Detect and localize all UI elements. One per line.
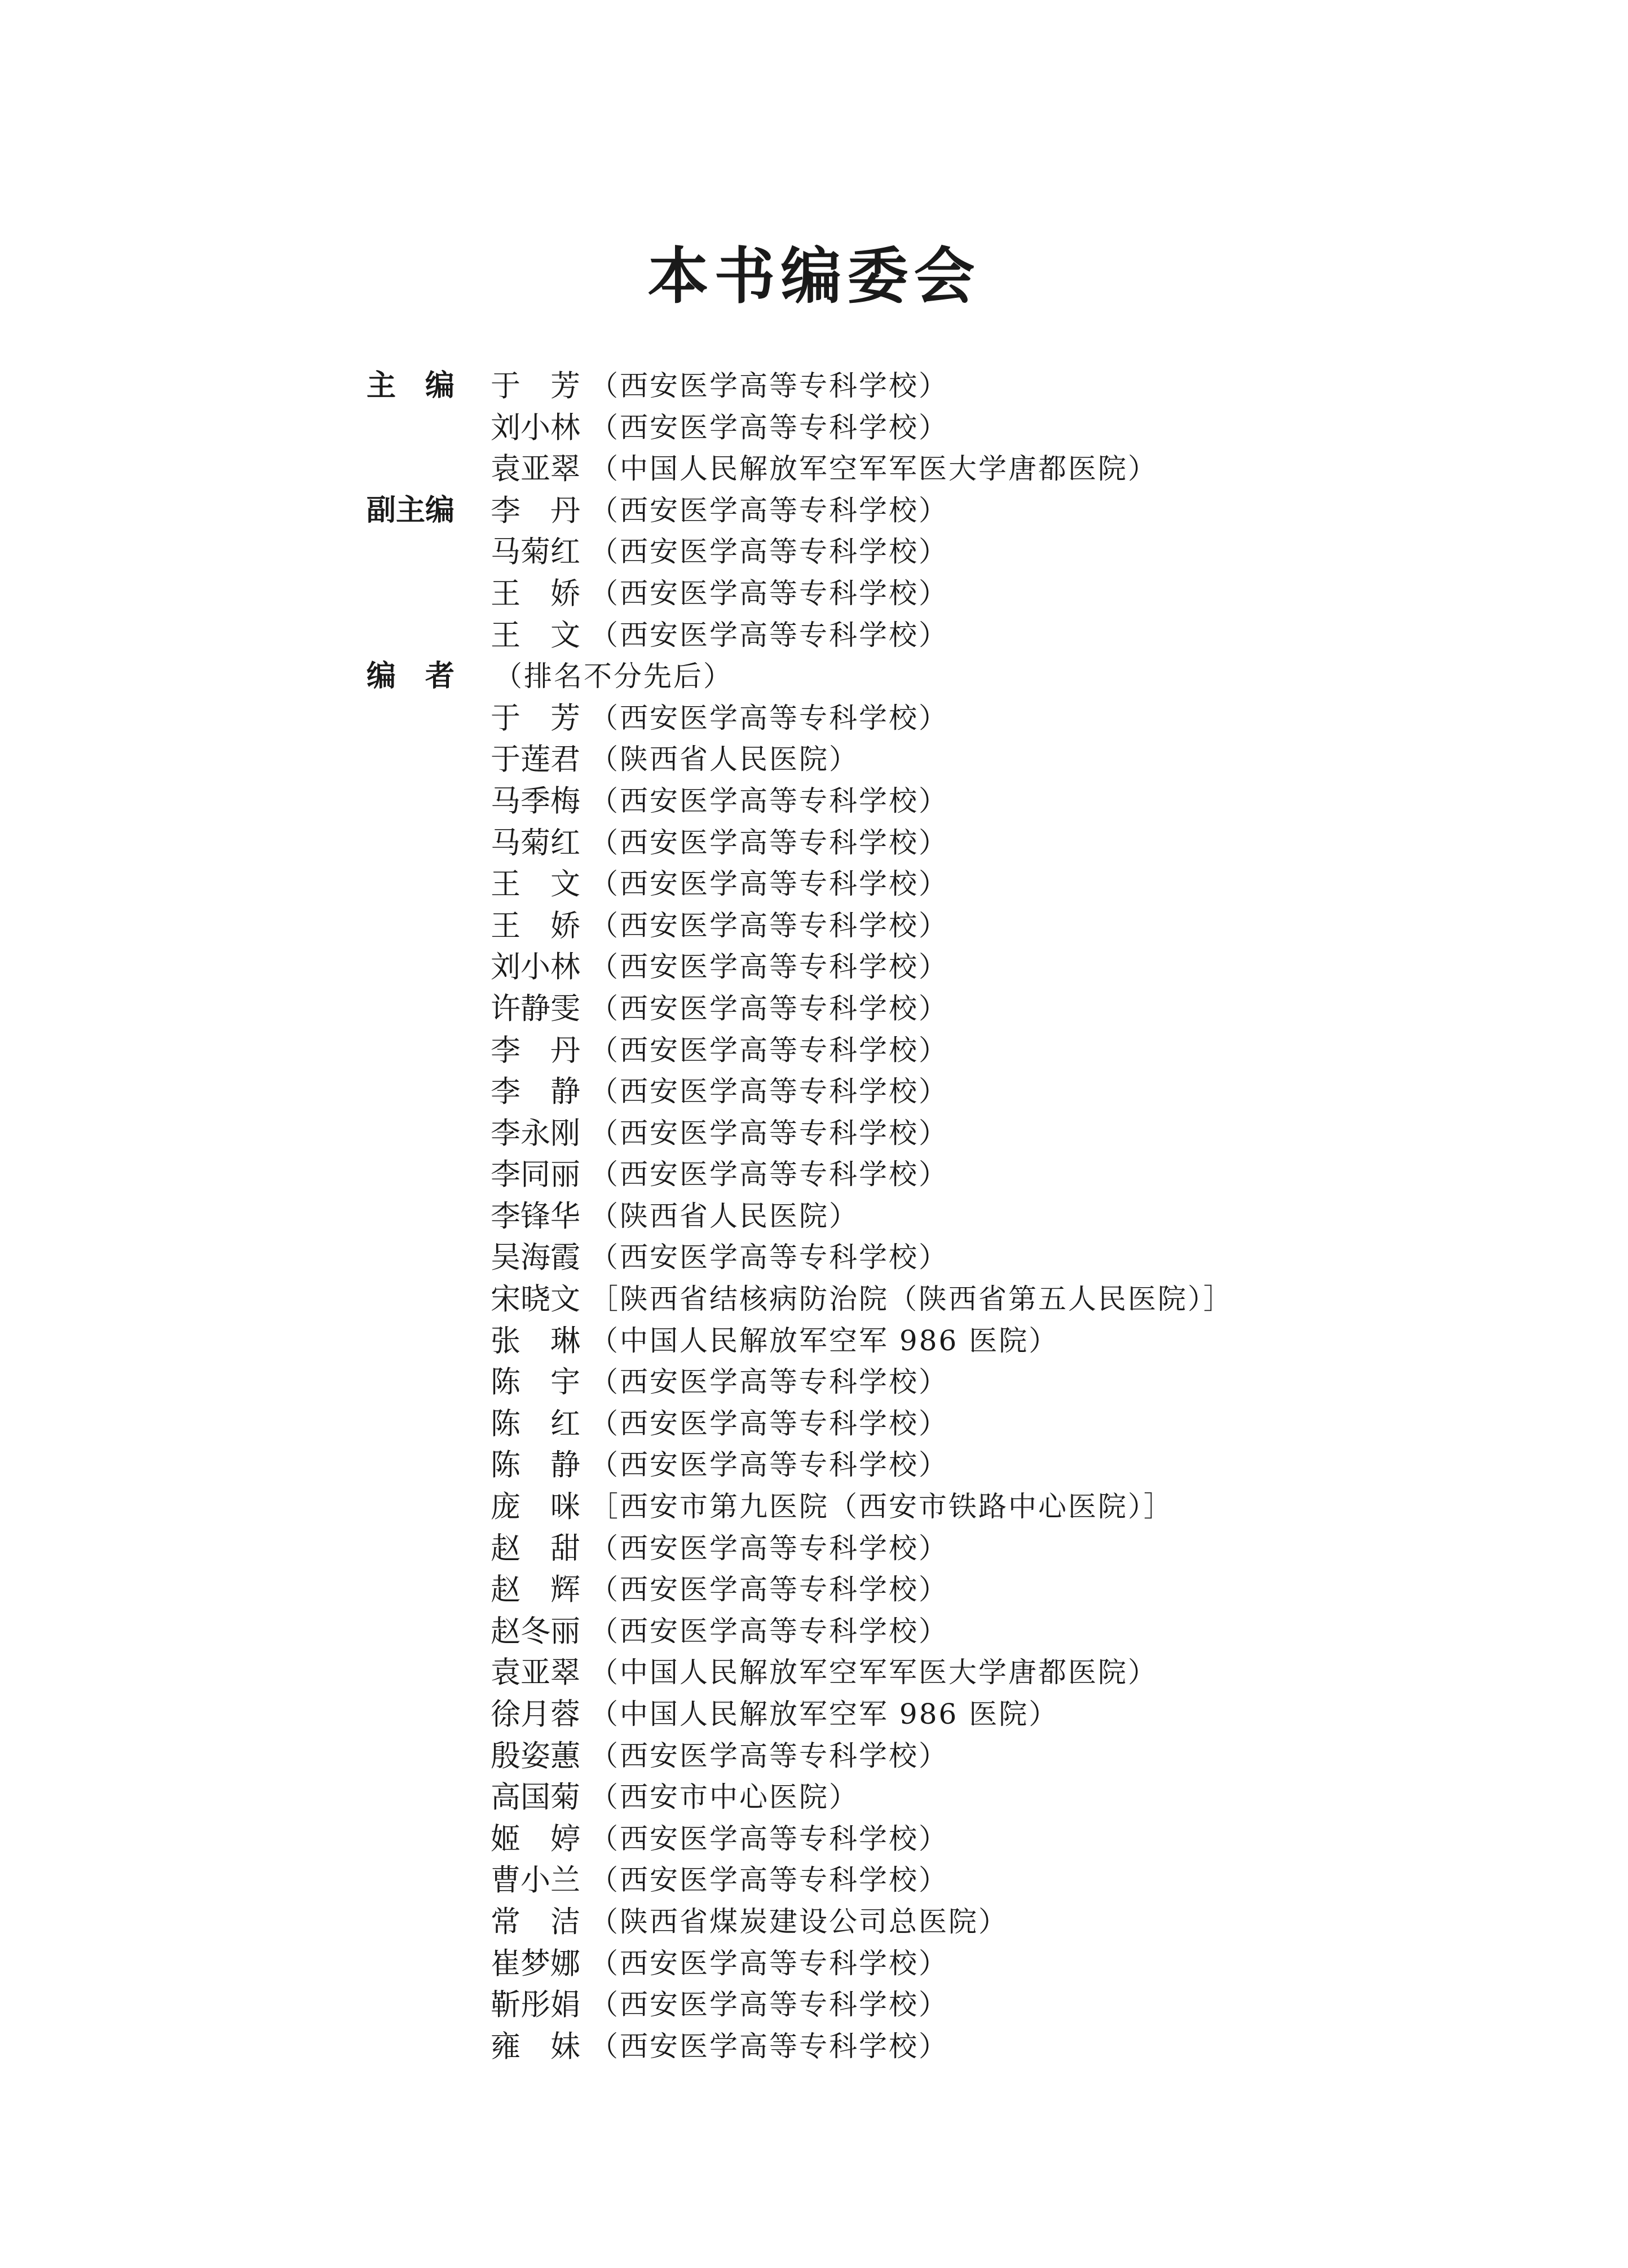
editor-row [367,1984,1551,2026]
editor-row [367,1569,1551,1611]
editor-row [367,1528,1551,1570]
member-affiliation: （中国人民解放军空军军医大学唐都医院） [590,452,1158,486]
member-affiliation: （西安医学高等专科学校） [590,2029,948,2063]
chief-editor-row [367,407,1551,449]
chief-editor-row [367,448,1551,490]
editor-row [367,1777,1551,1818]
role-label-deputy-editor: 副主编 [367,493,455,527]
editor-row [367,1943,1551,1985]
member-affiliation: （西安医学高等专科学校） [590,1448,948,1482]
member-name: 赵 辉 [491,1573,580,1608]
member-name: 李锋华 [491,1199,580,1234]
member-name: 赵 甜 [491,1531,580,1566]
role-label-editors: 编 者 [367,659,455,694]
member-name: 李同丽 [491,1157,580,1192]
member-name: 靳彤娟 [491,1988,580,2023]
editorial-board-list [367,365,1551,2067]
editor-row [367,1652,1551,1694]
editor-row [367,822,1551,864]
editor-row [367,698,1551,739]
member-affiliation: （西安医学高等专科学校） [590,1946,948,1980]
member-name: 袁亚翠 [491,452,580,487]
member-affiliation: （西安市中心医院） [590,1781,859,1814]
editor-row [367,1901,1551,1943]
editor-row [367,1860,1551,1901]
member-name: 许静雯 [491,991,580,1026]
editor-row [367,1196,1551,1238]
editor-row [367,781,1551,822]
member-affiliation: （西安医学高等专科学校） [590,950,948,984]
member-affiliation: （西安医学高等专科学校） [590,576,948,610]
member-name: 王 娇 [491,576,580,611]
editor-row [367,1237,1551,1279]
member-affiliation: （西安医学高等专科学校） [590,909,948,942]
member-affiliation: （西安医学高等专科学校） [590,1407,948,1440]
member-name: 张 琳 [491,1323,580,1358]
member-affiliation: （西安医学高等专科学校） [590,1158,948,1191]
member-name: 袁亚翠 [491,1655,580,1690]
editor-row [367,1279,1551,1320]
member-affiliation: （中国人民解放军空军军医大学唐都医院） [590,1656,1158,1689]
member-affiliation: （西安医学高等专科学校） [590,618,948,651]
editor-row [367,1030,1551,1072]
member-affiliation: （西安医学高等专科学校） [590,369,948,402]
member-name: 于 芳 [491,369,580,403]
member-affiliation: （西安医学高等专科学校） [590,784,948,817]
member-affiliation: （西安医学高等专科学校） [590,867,948,901]
editor-row [367,1694,1551,1736]
member-name: 马菊红 [491,535,580,570]
editor-row [367,864,1551,905]
editor-row [367,1113,1551,1155]
deputy-editor-row [367,573,1551,615]
member-name: 马季梅 [491,783,580,818]
member-affiliation: （西安医学高等专科学校） [590,1614,948,1648]
deputy-editor-row [367,531,1551,573]
member-name: 崔梦娜 [491,1946,580,1981]
member-name: 高国菊 [491,1780,580,1815]
editor-row [367,905,1551,947]
member-affiliation: （西安医学高等专科学校） [590,1075,948,1108]
member-affiliation: ［西安市第九医院（西安市铁路中心医院）］ [590,1490,1173,1523]
member-name: 宋晓文 [491,1282,580,1317]
member-name: 王 文 [491,867,580,902]
member-name: 于 芳 [491,701,580,736]
chief-editor-row [367,365,1551,407]
member-affiliation: （西安医学高等专科学校） [590,1573,948,1606]
member-name: 李 丹 [491,493,580,528]
member-affiliation: （西安医学高等专科学校） [590,1739,948,1772]
member-name: 吴海霞 [491,1240,580,1275]
member-affiliation: （中国人民解放军空军 986 医院） [590,1698,1059,1730]
member-name: 庞 咪 [491,1490,580,1525]
member-affiliation: ［陕西省结核病防治院（陕西省第五人民医院）］ [590,1283,1233,1316]
member-name: 王 娇 [491,908,580,943]
deputy-editor-row [367,490,1551,532]
editor-row [367,1403,1551,1445]
editor-row [367,1320,1551,1362]
member-affiliation: （西安医学高等专科学校） [590,992,948,1025]
member-name: 马菊红 [491,825,580,860]
member-affiliation: （西安医学高等专科学校） [590,535,948,569]
member-affiliation: （西安医学高等专科学校） [590,1116,948,1150]
member-affiliation: （陕西省煤炭建设公司总医院） [590,1905,1008,1938]
member-affiliation: （陕西省人民医院） [590,743,859,776]
editor-row [367,1445,1551,1486]
member-affiliation: （西安医学高等专科学校） [590,1988,948,2022]
editor-row [367,1154,1551,1196]
editors-order-note: （排名不分先后） [494,660,733,693]
page-title: 本书编委会 [647,241,981,312]
member-affiliation: （西安医学高等专科学校） [590,411,948,444]
editor-row [367,1611,1551,1653]
member-name: 于莲君 [491,742,580,777]
member-name: 雍 妹 [491,2029,580,2064]
member-name: 陈 红 [491,1406,580,1441]
member-name: 李 丹 [491,1033,580,1068]
editor-row [367,988,1551,1030]
member-affiliation: （西安医学高等专科学校） [590,1366,948,1399]
member-name: 王 文 [491,618,580,653]
editor-row [367,2026,1551,2068]
role-label-chief-editor: 主 编 [367,369,455,403]
editor-row [367,1071,1551,1113]
editor-row [367,1818,1551,1860]
member-name: 李 静 [491,1074,580,1109]
deputy-editor-row [367,615,1551,657]
editor-row [367,1486,1551,1528]
member-affiliation: （西安医学高等专科学校） [590,1033,948,1067]
member-name: 李永刚 [491,1116,580,1151]
member-affiliation: （西安医学高等专科学校） [590,494,948,527]
member-affiliation: （西安医学高等专科学校） [590,826,948,859]
member-name: 陈 宇 [491,1365,580,1400]
editors-heading-row [367,656,1551,698]
member-affiliation: （西安医学高等专科学校） [590,701,948,734]
editor-row [367,946,1551,988]
member-affiliation: （西安医学高等专科学校） [590,1864,948,1897]
member-affiliation: （西安医学高等专科学校） [590,1822,948,1855]
member-affiliation: （西安医学高等专科学校） [590,1241,948,1274]
member-name: 刘小林 [491,950,580,985]
editor-row [367,1736,1551,1777]
member-name: 赵冬丽 [491,1614,580,1649]
member-affiliation: （西安医学高等专科学校） [590,1531,948,1565]
member-name: 陈 静 [491,1448,580,1483]
member-name: 姬 婷 [491,1821,580,1856]
editor-row [367,739,1551,781]
member-name: 曹小兰 [491,1863,580,1898]
member-name: 常 洁 [491,1904,580,1939]
member-name: 刘小林 [491,410,580,445]
member-affiliation: （陕西省人民医院） [590,1199,859,1232]
editor-row [367,1362,1551,1403]
member-name: 殷姿蕙 [491,1738,580,1773]
member-affiliation: （中国人民解放军空军 986 医院） [590,1324,1059,1357]
member-name: 徐月蓉 [491,1697,580,1732]
